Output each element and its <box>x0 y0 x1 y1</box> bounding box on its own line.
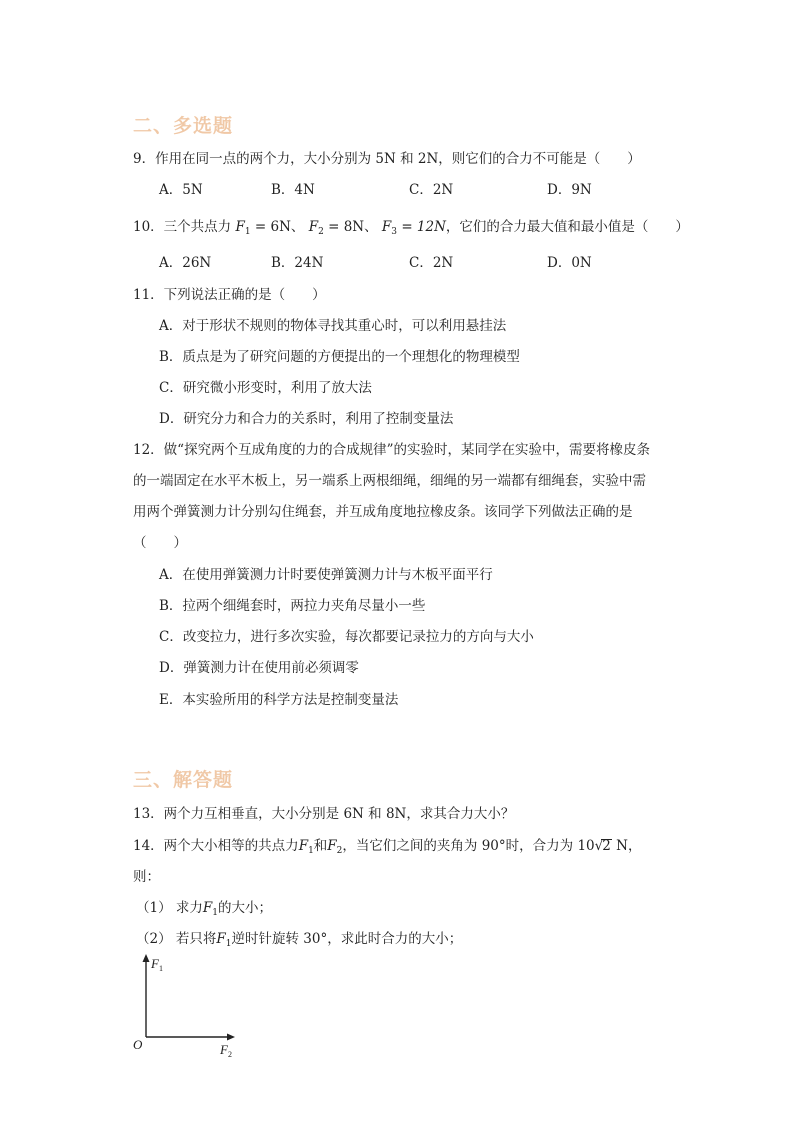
q14-radical-sign: √ <box>594 838 604 854</box>
q14-part2-pre: 若只将 <box>175 931 217 947</box>
q14-f1-subscript: 1 <box>308 846 314 856</box>
q10-f1-symbol: F <box>235 219 245 235</box>
q10-f1-value: = 6N、 <box>254 219 305 235</box>
q10-f1-subscript: 1 <box>244 227 251 237</box>
question-14-line-2: 则： <box>133 869 160 885</box>
q10-prefix: 10．三个共点力 <box>133 219 232 235</box>
q14-part2-label: （2） <box>136 931 172 947</box>
q12-option-c: C．改变拉力，进行多次实验，每次都要记录拉力的方向与大小 <box>159 629 534 645</box>
force-f1-arrowhead <box>143 954 150 962</box>
question-9: 9．作用在同一点的两个力，大小分别为 5N 和 2N，则它们的合力不可能是（ ） <box>133 151 641 167</box>
q12-option-d: D．弹簧测力计在使用前必须调零 <box>159 660 359 676</box>
q11-option-b: B．质点是为了研究问题的方便提出的一个理想化的物理模型 <box>159 349 520 365</box>
question-13: 13．两个力互相垂直，大小分别是 6N 和 8N，求其合力大小？ <box>133 806 515 822</box>
q14-prefix: 14．两个大小相等的共点力 <box>133 838 299 854</box>
q14-part2-subscript: 1 <box>225 939 232 949</box>
q11-option-a: A．对于形状不规则的物体寻找其重心时，可以利用悬挂法 <box>159 318 507 334</box>
force-diagram <box>125 950 255 1060</box>
q10-option-d: D．0N <box>547 255 592 271</box>
q14-f1-symbol: F <box>298 838 309 854</box>
q10-option-b: B．24N <box>271 255 324 271</box>
q14-unit: N， <box>616 838 642 854</box>
q14-mid: ，当它们之间的夹角为 90°时，合力为 <box>342 838 574 854</box>
q9-option-b: B．4N <box>271 182 315 198</box>
question-12-line-4: （ ） <box>133 535 187 551</box>
q10-f3-value: = 12N <box>401 219 446 235</box>
q14-part2-symbol: F <box>216 931 226 947</box>
q14-part1-subscript: 1 <box>212 908 218 918</box>
q14-f2-symbol: F <box>327 838 337 854</box>
q10-f2-symbol: F <box>308 219 319 235</box>
force-f1-label: $F_1$ <box>151 956 163 973</box>
q14-part1-post: 的大小； <box>218 900 272 916</box>
question-12-line-1: 12．做“探究两个互成角度的力的合成规律”的实验时，某同学在实验中，需要将橡皮条 <box>133 442 650 458</box>
q14-part2-post: 逆时针旋转 30°，求此时合力的大小； <box>231 931 463 947</box>
origin-label: O <box>133 1037 143 1052</box>
q12-option-b: B．拉两个细绳套时，两拉力夹角尽量小一些 <box>159 598 426 614</box>
question-14-part-1 <box>136 899 272 922</box>
force-f2-arrowhead <box>227 1034 235 1041</box>
q14-part1-label: （1） <box>136 900 172 916</box>
q12-option-a: A．在使用弹簧测力计时要使弹簧测力计与木板平面平行 <box>159 567 493 583</box>
q11-option-d: D．研究分力和合力的关系时，利用了控制变量法 <box>159 411 454 427</box>
q10-option-c: C．2N <box>409 255 454 271</box>
question-11: 11．下列说法正确的是（ ） <box>133 287 326 303</box>
q10-option-a: A．26N <box>159 255 212 271</box>
question-12-line-2: 的一端固定在水平木板上，另一端系上两根细绳，细绳的另一端都有细绳套，实验中需 <box>133 473 646 489</box>
question-14-line-1 <box>133 837 641 860</box>
q12-option-e: E．本实验所用的科学方法是控制变量法 <box>159 692 399 708</box>
q9-option-c: C．2N <box>409 182 454 198</box>
q14-f2-subscript: 2 <box>336 846 343 856</box>
q11-option-c: C．研究微小形变时，利用了放大法 <box>159 380 372 396</box>
q14-radicand: 2 <box>602 838 611 854</box>
q10-f2-subscript: 2 <box>318 227 324 237</box>
q14-part1-pre: 求力 <box>175 900 203 916</box>
q10-f3-subscript: 3 <box>391 227 398 237</box>
q10-f2-value: = 8N、 <box>328 219 378 235</box>
q14-coefficient: 10 <box>577 838 595 854</box>
q9-option-d: D．9N <box>547 182 592 198</box>
q9-option-a: A．5N <box>159 182 203 198</box>
q14-part1-symbol: F <box>202 900 213 916</box>
force-f2-label: $F_2$ <box>220 1042 232 1059</box>
section-title-answer: 三、解答题 <box>133 769 234 791</box>
q10-suffix: ，它们的合力最大值和最小值是（ ） <box>445 219 689 235</box>
question-12-line-3: 用两个弹簧测力计分别勾住绳套，并互成角度地拉橡皮条。该同学下列做法正确的是 <box>133 504 633 520</box>
q14-and: 和 <box>313 838 328 854</box>
section-title-multiple-choice: 二、多选题 <box>133 115 234 137</box>
q10-f3-symbol: F <box>381 219 392 235</box>
question-10 <box>133 218 689 241</box>
